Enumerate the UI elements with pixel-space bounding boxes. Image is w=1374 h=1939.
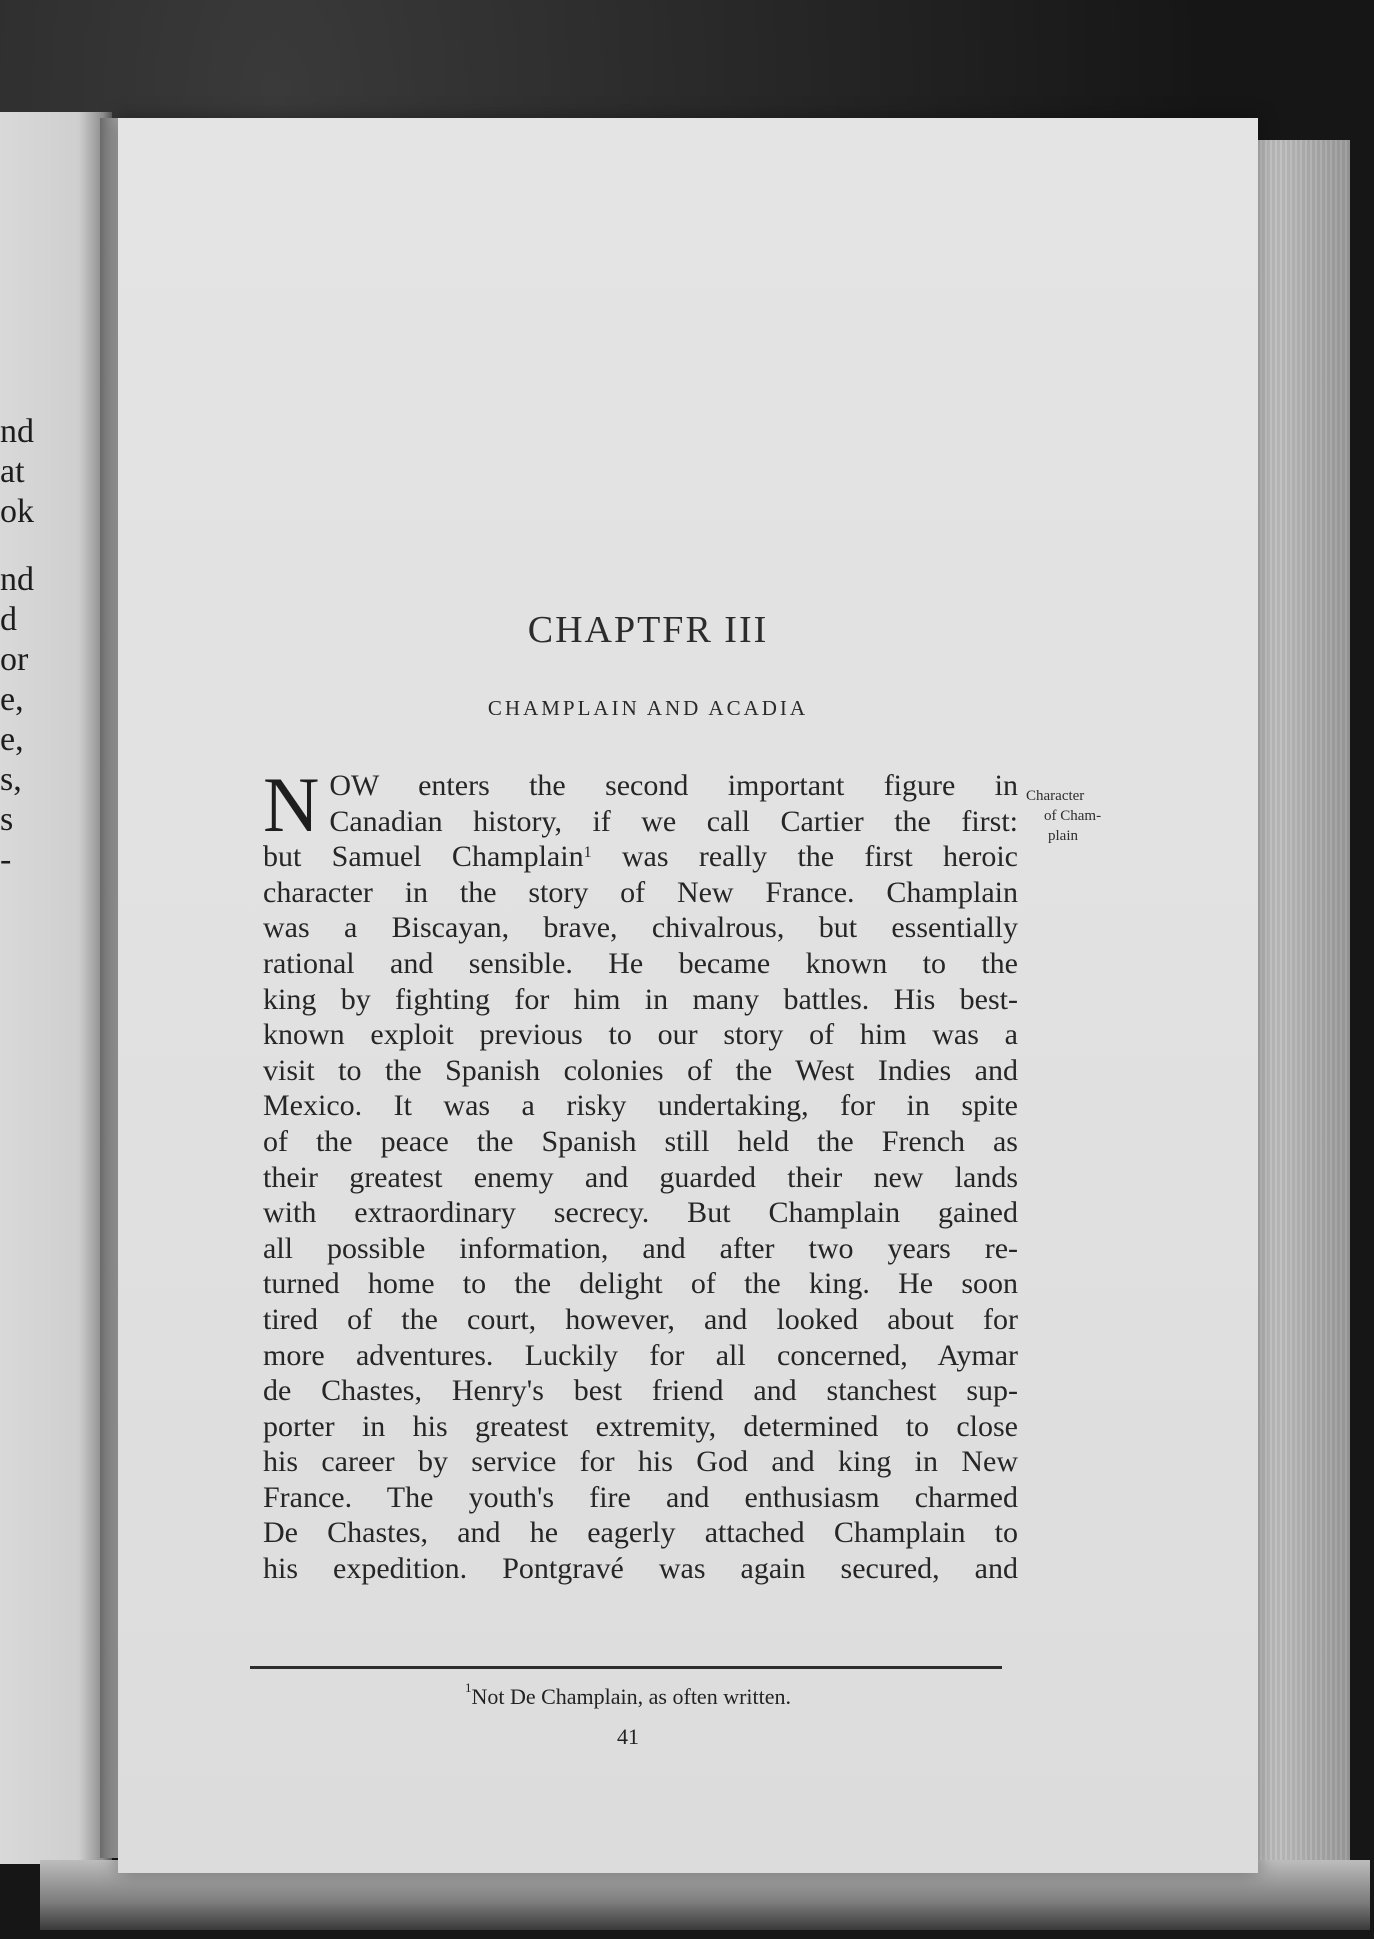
left-fragment: - [0,841,12,878]
footnote-text: Not De Champlain, as often written. [471,1684,792,1709]
chapter-subtitle: CHAMPLAIN AND ACADIA [487,696,809,720]
margin-note-line: Character [1026,788,1085,804]
chapter-title: CHAPTFR III [527,609,769,651]
left-fragment: or [0,641,29,678]
margin-note-line: of Cham- [1044,808,1102,824]
text-line: Mexico. It was a risky undertaking, for in spite [263,1089,1018,1123]
drop-cap: N [263,761,320,848]
page-number: 41 [617,1724,639,1749]
left-fragment: ok [0,493,34,530]
text-line: porter in his greatest extremity, determined to close [263,1409,1018,1443]
text-line: with extraordinary secrecy. But Champlain gained [263,1196,1018,1230]
text-line: France. The youth's fire and enthusiasm charmed [263,1480,1018,1514]
text-line: their greatest enemy and guarded their new lands [263,1160,1018,1194]
text-line: character in the story of New France. Champlain [263,875,1018,909]
text-line: more adventures. Luckily for all concerned, Aymar [263,1338,1018,1372]
text-fragment: was really the first heroic [591,840,1018,874]
text-line: king by fighting for him in many battles. His best- [263,982,1018,1016]
text-line: OW enters the second important figure in [329,769,1018,802]
footnote [318,1680,938,1710]
text-line [263,839,1018,875]
left-fragment: nd [0,561,34,598]
left-fragment: at [0,453,25,490]
text-line: De Chastes, and he eagerly attached Champlain to [263,1516,1018,1550]
footnote-marker: 1 [583,844,592,862]
left-fragment: s [0,801,14,838]
text-line: de Chastes, Henry's best friend and stanchest sup- [263,1374,1018,1408]
text-line: his expedition. Pontgravé was again secured, and [263,1552,1018,1586]
text-line: Canadian history, if we call Cartier the first: [329,804,1018,838]
left-fragment: d [0,601,17,638]
left-page-fragments [0,412,60,880]
footnote-rule [250,1666,1002,1669]
left-fragment: s, [0,761,22,798]
margin-note-line: plain [1048,828,1078,844]
text-line: all possible information, and after two years re- [263,1231,1018,1265]
left-facing-page [0,112,112,1864]
text-line: rational and sensible. He became known to the [263,946,1018,980]
body-lines [263,875,1018,1587]
text-line: known exploit previous to our story of him was a [263,1018,1018,1052]
text-line: turned home to the delight of the king. He soon [263,1267,1018,1301]
footnote-marker: 1 [464,1680,472,1695]
left-fragment-gap [0,532,60,560]
left-fragment: e, [0,721,24,758]
margin-note [1026,786,1136,846]
text-line: visit to the Spanish colonies of the West Indies and [263,1053,1018,1087]
text-line: his career by service for his God and king in New [263,1445,1018,1479]
left-fragment: nd [0,413,34,450]
text-line: was a Biscayan, brave, chivalrous, but essentially [263,911,1018,945]
book-page [118,118,1258,1873]
text-fragment: but Samuel Champlain [263,840,584,874]
body-text [263,761,1018,1587]
text-line: tired of the court, however, and looked about for [263,1302,1018,1336]
text-line: of the peace the Spanish still held the French as [263,1124,1018,1158]
left-fragment: e, [0,681,24,718]
